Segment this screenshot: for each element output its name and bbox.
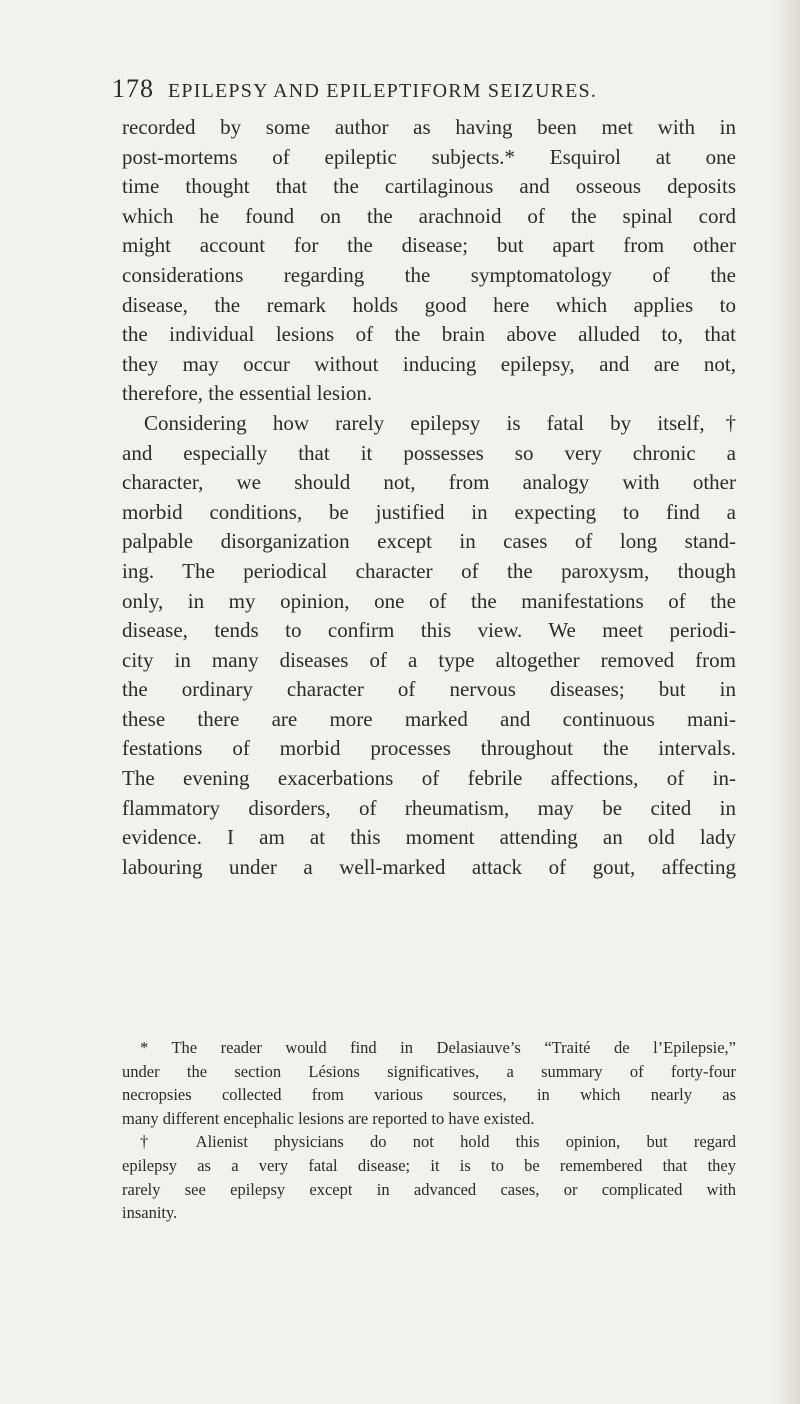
running-header [112, 74, 732, 104]
text-line: disease, the remark holds good here which applies to [122, 292, 736, 317]
footnote-line: * The reader would find in Delasiauve’s “Traité de l’Epilepsie,” [140, 1038, 736, 1057]
footnote-line: rarely see epilepsy except in advanced cases, or complicated with [122, 1179, 736, 1199]
footnotes [122, 1036, 736, 1225]
text-line: The evening exacerbations of febrile affections, of in- [122, 766, 736, 791]
running-title: EPILEPSY AND EPILEPTIFORM SEIZURES. [168, 80, 598, 102]
text-line: the individual lesions of the brain above alluded to, that [122, 322, 736, 347]
footnote-line: insanity. [122, 1203, 178, 1223]
text-line: morbid conditions, be justified in expecting to find a [122, 499, 736, 524]
text-line: therefore, the essential lesion. [122, 381, 373, 406]
text-line: city in many diseases of a type altogether removed from [122, 647, 736, 672]
text-line: and especially that it possesses so very chronic a [122, 440, 736, 465]
paragraph-start-line: Considering how rarely epilepsy is fatal by itself,† [144, 410, 736, 435]
footnote-line: many different encephalic lesions are reported to have existed. [122, 1108, 535, 1128]
text-line: they may occur without inducing epilepsy, and are not, [122, 351, 736, 376]
text-line: might account for the disease; but apart from other [122, 233, 736, 258]
text-line: labouring under a well-marked attack of gout, affecting [122, 854, 736, 879]
text-line: recorded by some author as having been met with in [122, 115, 736, 139]
text-line: evidence. I am at this moment attending an old lady [122, 825, 736, 850]
text-line: time thought that the cartilaginous and osseous deposits [122, 174, 736, 199]
footnote-line: under the section Lésions significatives, a summary of forty-four [122, 1061, 736, 1081]
footnote-line: necropsies collected from various sources, in which nearly as [122, 1085, 736, 1105]
footnote-line: † Alienist physicians do not hold this opinion, but regard [140, 1132, 736, 1152]
page-number: 178 [112, 74, 154, 103]
footnote-line: epilepsy as a very fatal disease; it is to be remembered that they [122, 1155, 736, 1175]
text-line: character, we should not, from analogy with other [122, 470, 736, 495]
text-line: post-mortems of epileptic subjects.* Esquirol at one [122, 144, 736, 169]
text-line: the ordinary character of nervous diseases; but in [122, 677, 736, 702]
text-line: which he found on the arachnoid of the spinal cord [122, 203, 736, 228]
text-line: festations of morbid processes throughout the intervals. [122, 736, 736, 761]
text-line: ing. The periodical character of the paroxysm, though [122, 558, 736, 583]
text-line: considerations regarding the symptomatology of the [122, 262, 736, 287]
page-edge-shadow [772, 0, 800, 1404]
text-line: only, in my opinion, one of the manifestations of the [122, 588, 736, 613]
body-text [122, 113, 736, 882]
text-line: disease, tends to confirm this view. We meet periodi- [122, 618, 736, 643]
text-line: flammatory disorders, of rheumatism, may be cited in [122, 795, 736, 820]
text-line: these there are more marked and continuous mani- [122, 706, 736, 731]
text-line: palpable disorganization except in cases of long stand- [122, 529, 736, 554]
